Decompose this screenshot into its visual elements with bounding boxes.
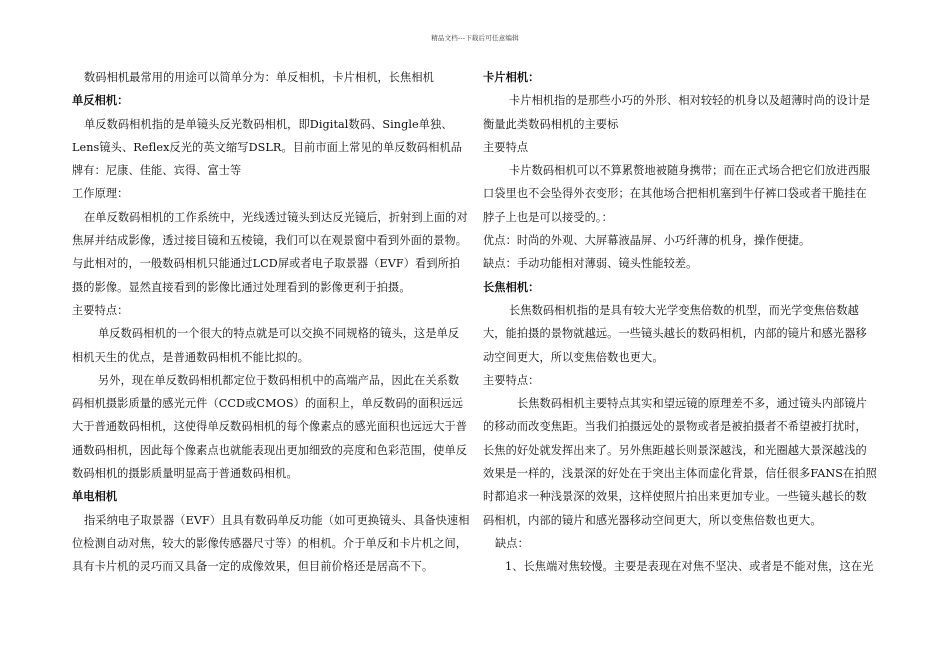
card-heading: 卡片相机： bbox=[483, 70, 540, 84]
slr-features-text-1: 单反数码相机的一个很大的特点就是可以交换不同规格的镜头，这是单反相机天生的优点，是普通数码相机不能比拟的。 bbox=[72, 327, 460, 364]
slr-principle-label: 工作原理： bbox=[72, 187, 129, 201]
tele-features-label: 主要特点： bbox=[483, 373, 540, 387]
evil-text: 指采纳电子取景器（EVF）且具有数码单反功能（如可更换镜头、具备快速相位检测自动对焦，较大的影像传感器尺寸等）的相机。介于单反和卡片机之间，具有卡片机的灵巧而又具备一定的成像效果，但目前价格还是居高不下。 bbox=[72, 513, 470, 574]
slr-principle-text: 在单反数码相机的工作系统中，光线透过镜头到达反光镜后，折射到上面的对焦屏并结成影像，透过接目镜和五棱镜，我们可以在观景窗中看到外面的景物。与此相对的，一般数码相机只能通过LCD屏或者电子取景器（EVF）看到所拍摄的影像。显然直接看到的影像比通过处理看到的影像更利于拍摄。 bbox=[72, 210, 468, 294]
slr-features-label: 主要特点： bbox=[72, 303, 129, 317]
card-features-label: 主要特点 bbox=[483, 140, 529, 154]
left-column bbox=[72, 66, 470, 579]
slr-heading: 单反相机： bbox=[72, 93, 129, 108]
tele-heading: 长焦相机： bbox=[483, 279, 540, 294]
tele-cons-item-1: 1、长焦端对焦较慢。主要是表现在对焦不坚决、或者是不能对焦，这在光 bbox=[505, 560, 874, 574]
evil-heading: 单电相机 bbox=[72, 489, 118, 504]
tele-features-text: 长焦数码相机主要特点其实和望远镜的原理差不多，通过镜头内部镜片的移动而改变焦距。当我们拍摄远处的景物或者是被拍摄者不希望被打扰时，长焦的好处就发挥出来了。另外焦距越长则景深越浅，和光圈越大景深越浅的效果是一样的，浅景深的好处在于突出主体而虚化背景，信任很多FANS在拍照时都追求一种浅景深的效果，这样使照片拍出来更加专业。一些镜头越长的数码相机，内部的镜片和感光器移动空间更大，所以变焦倍数也更大。 bbox=[483, 397, 877, 527]
right-column bbox=[483, 66, 877, 579]
tele-definition: 长焦数码相机指的是具有较大光学变焦倍数的机型，而光学变焦倍数越大，能拍摄的景物就越远。一些镜头越长的数码相机，内部的镜片和感光器移动空间更大，所以变焦倍数也更大。 bbox=[483, 303, 867, 364]
slr-features-text-2: 另外，现在单反数码相机都定位于数码相机中的高端产品，因此在关系数码相机摄影质量的感光元件（CCD或CMOS）的面积上，单反数码的面积远远大于普通数码相机，这使得单反数码相机的每个像素点的感光面积也远远大于普通数码相机，因此每个像素点也就能表现出更加细致的亮度和色彩范围，使单反数码相机的摄影质量明显高于普通数码相机。 bbox=[72, 373, 468, 481]
page-header: 精品文档---下载后可任意编辑 bbox=[431, 34, 519, 42]
card-pros: 优点：时尚的外观、大屏幕液晶屏、小巧纤薄的机身，操作便捷。 bbox=[483, 234, 811, 248]
card-definition: 卡片相机指的是那些小巧的外形、相对较轻的机身以及超薄时尚的设计是衡量此类数码相机的主要标 bbox=[483, 94, 871, 131]
intro-paragraph: 数码相机最常用的用途可以简单分为：单反相机，卡片相机，长焦相机 bbox=[84, 71, 434, 84]
tele-cons-label: 缺点： bbox=[495, 536, 529, 550]
card-features-text: 卡片数码相机可以不算累赘地被随身携带；而在正式场合把它们放进西服口袋里也不会坠得外衣变形；在其他场合把相机塞到牛仔裤口袋或者干脆挂在脖子上也是可以接受的。： bbox=[483, 164, 871, 224]
slr-definition: 单反数码相机指的是单镜头反光数码相机，即Digital数码、Single单独、Lens镜头、Reflex反光的英文缩写DSLR。目前市面上常见的单反数码相机品牌有：尼康、佳能、宾得、富士等 bbox=[72, 117, 463, 178]
card-cons: 缺点：手动功能相对薄弱、镜头性能较差。 bbox=[483, 257, 698, 271]
